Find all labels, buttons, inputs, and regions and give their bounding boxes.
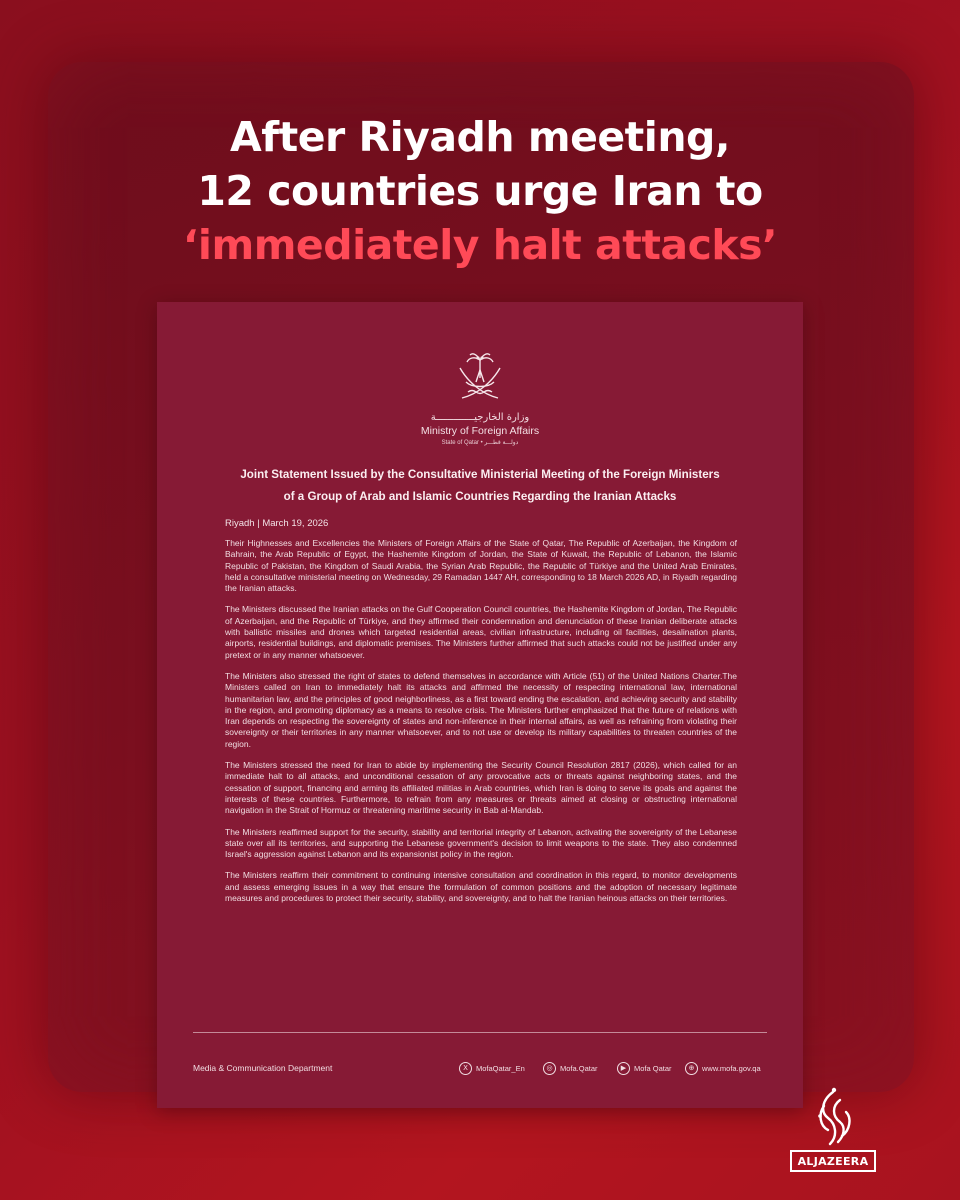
paragraph: The Ministers reaffirm their commitment to continuing intensive consultation and coordination in this regard, to monitor developments and assess emerging issues in a way that ensure the formulation of common positions and the adoption of necessary legitimate measures and procedures to protect their security, stability, and sovereignty, and to halt the Iranian heinous attacks on their territories.	[225, 870, 737, 904]
instagram-handle: Mofa.Qatar	[560, 1064, 598, 1073]
qatar-emblem-icon	[452, 348, 508, 406]
statement-title	[197, 464, 763, 508]
footer-divider	[193, 1032, 767, 1033]
headline	[0, 110, 960, 272]
website-url: www.mofa.gov.qa	[702, 1064, 761, 1073]
statement-title-line-2: of a Group of Arab and Islamic Countries Regarding the Iranian Attacks	[283, 490, 677, 503]
footer-department: Media & Communication Department	[193, 1063, 333, 1073]
instagram-link[interactable]	[543, 1062, 598, 1075]
x-handle: MofaQatar_En	[476, 1064, 525, 1073]
instagram-icon: ◎	[543, 1062, 556, 1075]
x-icon: X	[459, 1062, 472, 1075]
ministry-name-arabic: وزارة الخارجيـــــــــــــة	[430, 412, 530, 423]
aljazeera-wordmark: ALJAZEERA	[790, 1150, 876, 1172]
headline-line-3: ‘immediately halt attacks’	[182, 221, 778, 269]
x-link[interactable]	[459, 1062, 525, 1075]
paragraph: Their Highnesses and Excellencies the Ministers of Foreign Affairs of the State of Qatar, The Republic of Azerbaijan, the Kingdom of Bahrain, the Arab Republic of Egypt, the Hashemite Kingdom of Jordan, the State of Kuwait, the Republic of Lebanon, the Islamic Republic of Pakistan, the Kingdom of Saudi Arabia, the Syrian Arab Republic, the Republic of Türkiye and the United Arab Emirates, held a consultative ministerial meeting on Wednesday, 29 Ramadan 1447 AH, corresponding to 18 March 2026 AD, in Riyadh regarding the Iranian attacks.	[225, 538, 737, 594]
paragraph: The Ministers stressed the need for Iran to abide by implementing the Security Council Resolution 2817 (2026), which called for an immediate halt to all attacks, and unconditional cessation of any provocative acts or threats against neighboring states, and the cessation of support, financing and arming its affiliated militias in Arab countries, which Iran is doing to serve its goals and against the interests of these countries. Furthermore, to refrain from any measures or threats aimed at closing or obstructing international navigation in the Strait of Hormuz or threatening maritime security in Bab al-Mandab.	[225, 760, 737, 816]
headline-line-2: 12 countries urge Iran to	[197, 167, 763, 215]
paragraph: The Ministers discussed the Iranian attacks on the Gulf Cooperation Council countries, the Hashemite Kingdom of Jordan, The Republic of Azerbaijan, and the Republic of Türkiye, and they affirmed their condemnation and denunciation of these Iranian deliberate attacks with ballistic missiles and drones which targeted residential areas, civilian infrastructure, including oil facilities, desalination plants, airports, residential buildings, and diplomatic premises. The Ministers further affirmed that such attacks could not be justified under any pretext or in any manner whatsoever.	[225, 604, 737, 660]
statement-title-line-1: Joint Statement Issued by the Consultative Ministerial Meeting of the Foreign Ministers	[240, 468, 720, 481]
youtube-handle: Mofa Qatar	[634, 1064, 672, 1073]
youtube-icon: ▶	[617, 1062, 630, 1075]
aljazeera-logo-icon	[790, 1086, 876, 1150]
statement-document	[157, 302, 803, 1108]
headline-line-1: After Riyadh meeting,	[230, 113, 730, 161]
youtube-link[interactable]	[617, 1062, 672, 1075]
dateline: Riyadh | March 19, 2026	[225, 518, 329, 529]
ministry-logo	[157, 348, 803, 446]
paragraph: The Ministers also stressed the right of states to defend themselves in accordance with Article (51) of the United Nations Charter.The Ministers called on Iran to immediately halt its attacks and affirmed the necessity of respecting international law, international humanitarian law, and the principles of good neighborliness, as a first toward ending the escalation, and achieving security and stability in the region, and promoting diplomacy as a means to resolve crisis. The Ministers further emphasized that the future of relations with Iran depends on respecting the sovereignty of states and non-inference in their internal affairs, as well as refraining from violating their sovereignty or their territories in any manner whatsoever, and to not use or develop its military capabilities to threaten countries of the region.	[225, 670, 737, 749]
state-name: State of Qatar • دولـــة قطـــر	[441, 440, 519, 446]
paragraph: The Ministers reaffirmed support for the security, stability and territorial integrity of Lebanon, activating the sovereignty of the Lebanese state over all its territories, and supporting the Lebanese government's decision to limit weapons to the state. They also condemned Israel's aggression against Lebanon and its expansionist policy in the region.	[225, 826, 737, 860]
globe-icon: ⊕	[685, 1062, 698, 1075]
ministry-name-english: Ministry of Foreign Affairs	[420, 425, 540, 437]
statement-body	[225, 538, 737, 914]
website-link[interactable]	[685, 1062, 761, 1075]
